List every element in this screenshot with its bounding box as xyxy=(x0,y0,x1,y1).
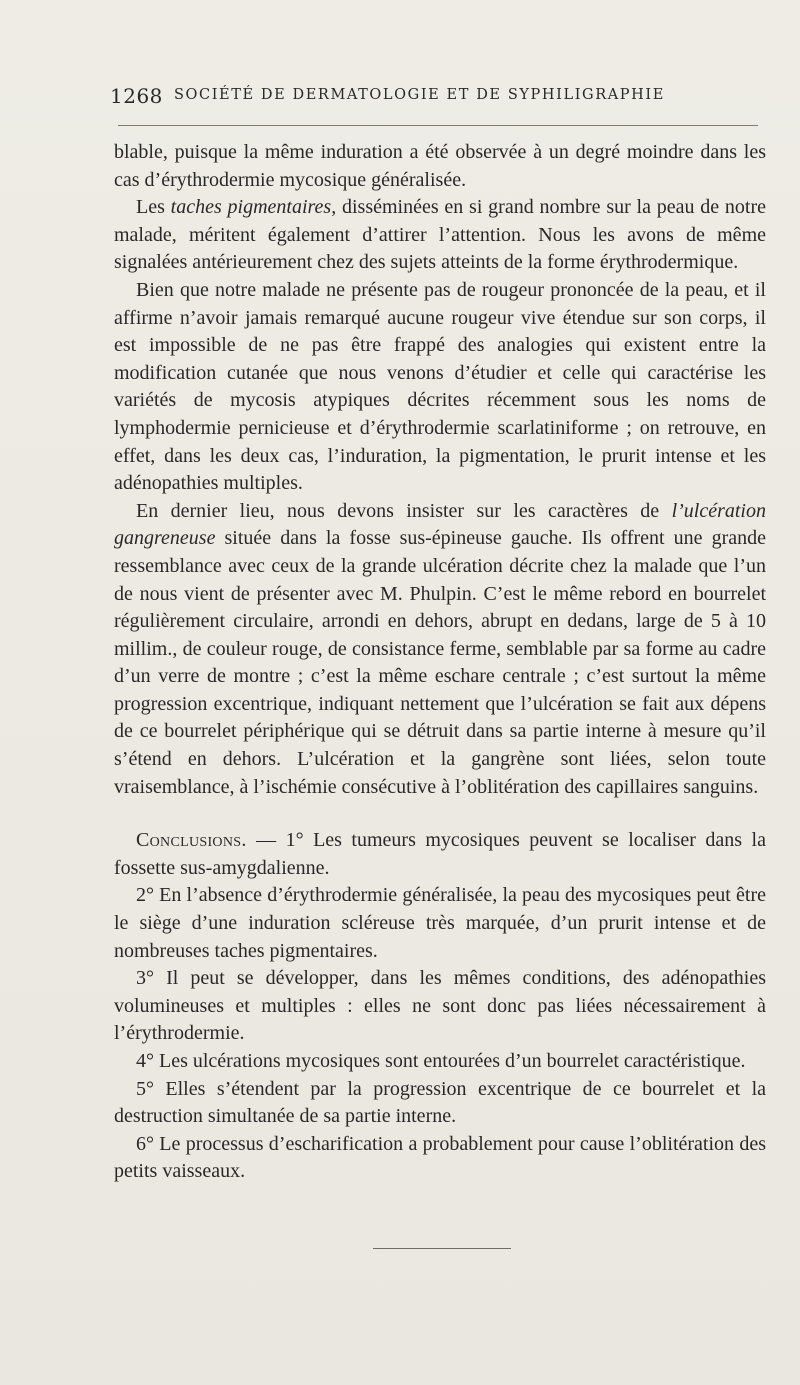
paragraph-taches xyxy=(114,194,766,277)
text-span: , disséminées en si grand nombre sur la peau de notre malade, méritent également d’attirer l’attention. Nous les avons de même signalées antérieurement chez des sujets atteints de la forme érythrodermique. xyxy=(114,196,766,274)
conclusion-2: 2° En l’absence d’érythrodermie généralisée, la peau des mycosiques peut être le siège d’une induration scléreuse très marquée, d’un prurit intense et de nombreuses taches pigmentaires. xyxy=(114,884,766,962)
page-header xyxy=(110,84,760,112)
italic-term: taches pigmentaires xyxy=(170,196,332,219)
conclusions-heading: Conclusions. xyxy=(136,829,247,852)
italic-term: l’ulcération gangreneuse xyxy=(114,499,766,550)
conclusion-1: — 1° Les tumeurs mycosiques peuvent se localiser dans la fossette sus-amygdalienne. xyxy=(114,829,766,879)
running-title: SOCIÉTÉ DE DERMATOLOGIE ET DE SYPHILIGRAPHIE xyxy=(174,87,665,103)
conclusions-heading-paragraph xyxy=(114,827,766,882)
conclusion-6: 6° Le processus d’escharification a probablement pour cause l’oblitération des petits vaisseaux. xyxy=(114,1132,766,1183)
paragraph: blable, puisque la même induration a été observée à un degré moindre dans les cas d’érythrodermie mycosique généralisée. xyxy=(114,141,766,191)
text-span: Les xyxy=(136,196,171,219)
conclusion-4: 4° Les ulcérations mycosiques sont entourées d’un bourrelet caractéristique. xyxy=(136,1050,746,1072)
text-span: située dans la fosse sus-épineuse gauche. Ils offrent une grande ressemblance avec ceux de la grande ulcération décrite chez la malade que l’un de nous vient de présenter avec M. Phulpin. C’est le même rebord en bourrelet régulièrement circulaire, arrondi en dehors, abrupt en dedans, large de 5 à 10 millim., de couleur rouge, de consistance ferme, semblable par sa forme au cadre d’un verre de montre ; c’est la même eschare centrale ; c’est surtout la même progression excentrique, indiquant nettement que l’ulcération se fait aux dépens de ce bourrelet périphérique qui se détruit dans sa partie interne à mesure qu’il s’étend en dehors. L’ulcération et la gangrène sont liées, selon toute vraisemblance, à l’ischémie consécutive à l’oblitération des capillaires sanguins. xyxy=(114,527,766,798)
conclusion-3: 3° Il peut se développer, dans les mêmes conditions, des adénopathies volumineuses et multiples : elles ne sont donc pas liées nécessairement à l’érythrodermie. xyxy=(114,967,766,1045)
paragraph-ulceration xyxy=(114,498,766,802)
page-number: 1268 xyxy=(110,84,163,108)
body-text xyxy=(114,139,766,1186)
header-rule xyxy=(118,125,758,126)
paragraph-analogies: Bien que notre malade ne présente pas de rougeur prononcée de la peau, et il affirme n’avoir jamais remarqué aucune rougeur vive étendue sur son corps, il est impossible de ne pas être frappé des analogies qui existent entre la modification cutanée que nous venons d’étudier et celle qui caractérise les variétés de mycosis atypiques décrites récemment sous les noms de lymphodermie pernicieuse et d’érythrodermie scarlatiniforme ; on retrouve, en effet, dans les deux cas, l’induration, la pigmentation, le prurit intense et les adénopathies multiples. xyxy=(114,278,766,495)
conclusion-5: 5° Elles s’étendent par la progression excentrique de ce bourrelet et la destruction simultanée de sa partie interne. xyxy=(114,1077,766,1128)
end-rule xyxy=(373,1248,511,1249)
text-span: En dernier lieu, nous devons insister sur les caractères de xyxy=(136,499,672,522)
